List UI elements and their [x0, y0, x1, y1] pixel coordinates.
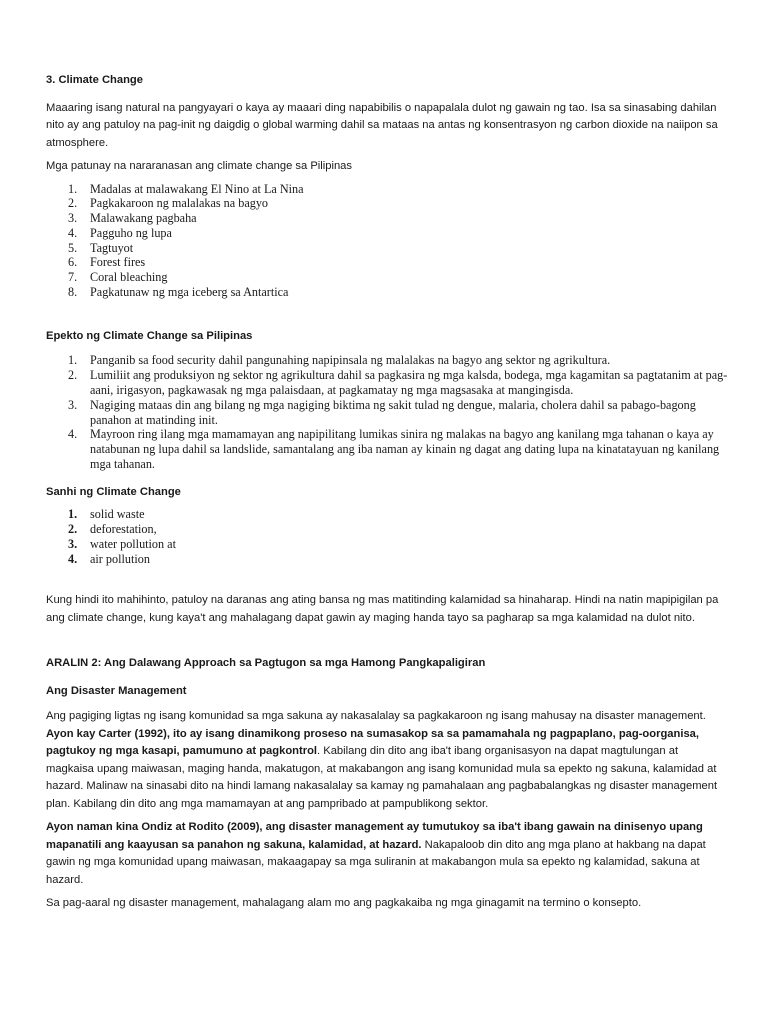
- list-number: 3.: [68, 536, 78, 551]
- carter-paragraph: [46, 708, 728, 813]
- closing-paragraph: Sa pag-aaral ng disaster management, mahalagang alam mo ang pagkakaiba ng mga ginagamit na termino o konsepto.: [46, 897, 642, 910]
- list-text: deforestation,: [90, 522, 157, 537]
- list-number: 4.: [68, 427, 78, 442]
- list-number: 3.: [68, 211, 78, 226]
- list-text: water pollution at: [90, 536, 176, 551]
- list-text: Panganib sa food security dahil pangunahing napipinsala ng malalakas na bagyo ang sektor ng agrikultura.: [90, 353, 611, 368]
- list-text: Mayroon ring ilang mga mamamayan ang napipilitang lumikas sinira ng malakas na bagyo ang kanilang mga tahanan o kaya ay natabunan ng lupa dahil sa landslide, samantalang ang iba naman ay kinain ng dagat ang dating lupa na kinatatayuan ng kanilang mga tahanan.: [90, 427, 720, 471]
- paragraph-rest: . Kabilang din dito ang iba't ibang organisasyon na dapat magtulungan at magkaisa upang maiwasan, maging handa, makatugon, at makabangon ang isang komunidad mula sa epekto ng sakuna, kalamidad at hazard. Malinaw na sinasabi dito na hindi lamang nakasalalay sa kamay ng pamahalaan ang pagbabalangkas ng disaster management plan. Kabilang din dito ang mga mamamayan at ang pampribado at pampublikong sektor.: [46, 745, 718, 810]
- list-number: 8.: [68, 285, 78, 300]
- paragraph-rest: Nakapaloob din dito ang mga plano at hakbang na dapat gawin ng mga komunidad upang maiwasan, makaagapay sa mga suliranin at makabangon mula sa epekto ng kalamidad, sakuna at hazard.: [46, 838, 706, 886]
- list-number: 1.: [68, 507, 78, 522]
- list-text: air pollution: [90, 551, 150, 566]
- list-number: 2.: [68, 522, 78, 537]
- epekto-list: [46, 353, 728, 471]
- sanhi-heading: Sanhi ng Climate Change: [46, 485, 181, 498]
- list-item: [46, 507, 728, 522]
- list-number: 5.: [68, 240, 78, 255]
- list-text: Coral bleaching: [90, 270, 168, 285]
- list-item: [46, 368, 728, 398]
- list-number: 7.: [68, 270, 78, 285]
- list-item: [46, 522, 728, 537]
- list-item: [46, 241, 728, 256]
- list-item: [46, 285, 728, 300]
- list-number: 4.: [68, 225, 78, 240]
- list-text: Madalas at malawakang El Nino at La Nina: [90, 181, 304, 196]
- list-item: [46, 270, 728, 285]
- list-text: Pagkakaroon ng malalakas na bagyo: [90, 196, 269, 211]
- list-item: [46, 182, 728, 197]
- list-text: Lumiliit ang produksiyon ng sektor ng agrikultura dahil sa pagkasira ng mga kalsda, bodega, mga kagamitan sa pagtatanim at pag-aani, irigasyon, pagkawasak ng mga palaisdaan, at pagkamatay ng mga magsasaka at mangingisda.: [90, 368, 728, 397]
- list-item: [46, 211, 728, 226]
- list-text: Forest fires: [90, 255, 146, 270]
- list-text: Tagtuyot: [90, 240, 134, 255]
- sanhi-list: [46, 507, 728, 566]
- list-item: [46, 537, 728, 552]
- list-item: [46, 398, 728, 428]
- list-item: [46, 353, 728, 368]
- list-text: Pagguho ng lupa: [90, 225, 172, 240]
- list-item: [46, 552, 728, 567]
- ondiz-paragraph: [46, 819, 728, 889]
- list-number: 1.: [68, 353, 78, 368]
- carter-definition: Ayon kay Carter (1992), ito ay isang dinamikong proseso na sumasakop sa sa pamamahala ng pagpaplano, pag-oorganisa, pagtukoy ng mga kasapi, pamumuno at pagkontrol: [46, 727, 700, 758]
- patunay-label: Mga patunay na nararanasan ang climate change sa Pilipinas: [46, 160, 352, 172]
- list-number: 2.: [68, 196, 78, 211]
- climate-change-intro: Maaaring isang natural na pangyayari o kaya ay maaari ding napabibilis o napapalala dulot ng gawain ng tao. Isa sa sinasabing dahilan nito ay ang patuloy na pag-init ng daigdig o global warming dahil sa mataas na antas ng konsentrasyon ng carbon dioxide na naiipon sa atmosphere.: [46, 101, 718, 149]
- ondiz-definition: Ayon naman kina Ondiz at Rodito (2009), ang disaster management ay tumutukoy sa iba't ibang gawain na dinisenyo upang mapanatili ang kaayusan sa panahon ng sakuna, kalamidad, at hazard.: [46, 821, 703, 851]
- list-number: 2.: [68, 368, 78, 383]
- list-item: [46, 226, 728, 241]
- epekto-heading: Epekto ng Climate Change sa Pilipinas: [46, 329, 253, 342]
- list-text: Malawakang pagbaha: [90, 211, 197, 226]
- list-number: 4.: [68, 551, 78, 566]
- paragraph-intro: Ang pagiging ligtas ng isang komunidad sa mga sakuna ay nakasalalay sa pagkakaroon ng isang mahusay na disaster management.: [46, 710, 706, 723]
- patunay-list: [46, 182, 728, 300]
- list-text: solid waste: [90, 507, 145, 522]
- section-heading: 3. Climate Change: [46, 74, 143, 86]
- list-text: Pagkatunaw ng mga iceberg sa Antartica: [90, 285, 289, 300]
- conclusion-paragraph: Kung hindi ito mahihinto, patuloy na daranas ang ating bansa ng mas matitinding kalamidad sa hinaharap. Hindi na natin mapipigilan pa ang climate change, kung kaya't ang mahalagang dapat gawin ay maging handa tayo sa pagharap sa mga kalamidad na dulot nito.: [46, 594, 719, 624]
- list-item: [46, 255, 728, 270]
- list-number: 3.: [68, 397, 78, 412]
- list-number: 1.: [68, 181, 78, 196]
- list-item: [46, 196, 728, 211]
- aralin-heading: ARALIN 2: Ang Dalawang Approach sa Pagtugon sa mga Hamong Pangkapaligiran: [46, 657, 486, 670]
- list-text: Nagiging mataas din ang bilang ng mga nagiging biktima ng sakit tulad ng dengue, malaria, cholera dahil sa pabago-bagong panahon at matinding init.: [90, 397, 696, 427]
- list-number: 6.: [68, 255, 78, 270]
- list-item: [46, 427, 728, 471]
- disaster-management-heading: Ang Disaster Management: [46, 684, 187, 697]
